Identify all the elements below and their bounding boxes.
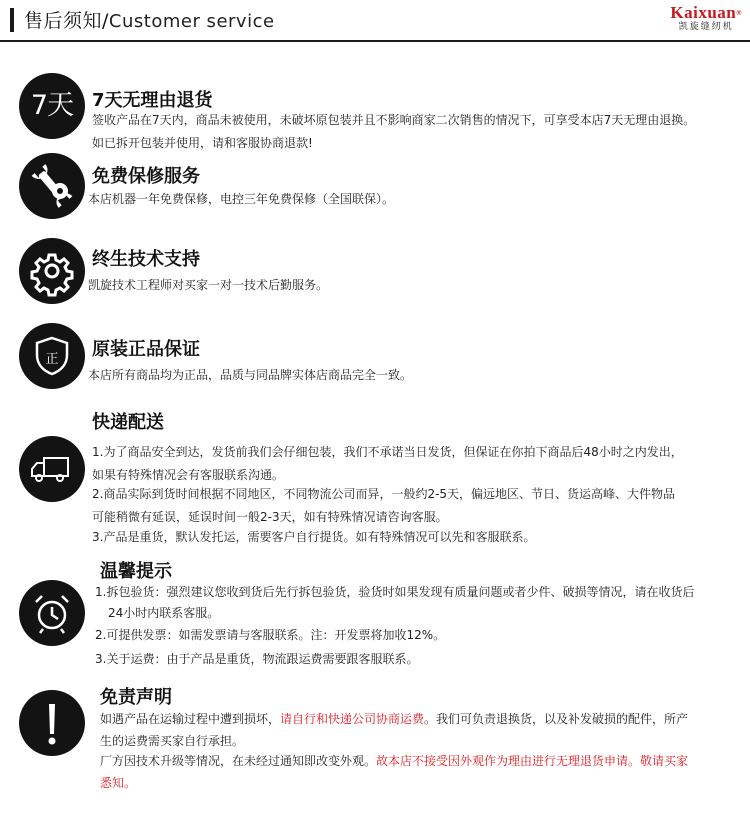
wrench-icon (19, 153, 85, 219)
return-line-1: 签收产品在7天内，商品未被使用，未破坏原包装并且不影响商家二次销售的情况下，可享受本店7天无理由退换。 (92, 113, 696, 127)
truck-icon (19, 436, 85, 502)
genuine-line-1: 本店所有商品均为正品，品质与同品牌实体店商品完全一致。 (88, 368, 413, 382)
alarm-clock-icon (19, 580, 85, 646)
title-english: Customer service (108, 11, 275, 32)
brand-name: Kaixuan (670, 3, 737, 22)
page-title (24, 6, 275, 33)
disclaimer-line-2: 生的运费需买家自行承担。 (100, 734, 245, 748)
brand-chinese-name: 凯旋缝纫机 (678, 22, 734, 32)
disclaimer-highlight-2: 故本店不接受因外观作为理由进行无理退货申请。敬请买家 (376, 754, 689, 768)
tips-line-1: 1.拆包验货：强烈建议您收到货后先行拆包验货，验货时如果发现有质量问题或者少件、破损等情况，请在收货后 (95, 585, 695, 599)
delivery-line-2: 如果有特殊情况会有客服联系沟通。 (92, 468, 285, 482)
section-title-delivery: 快递配送 (92, 412, 164, 433)
brand-logo (670, 4, 742, 33)
section-title-warranty: 免费保修服务 (92, 166, 200, 187)
delivery-line-1: 1.为了商品安全到达，发货前我们会仔细包装，我们不承诺当日发货，但保证在你拍下商品后48小时之内发出， (92, 445, 683, 459)
disclaimer-highlight-1: 请自行和快递公司协商运费 (280, 712, 425, 726)
section-title-return: 7天无理由退货 (92, 90, 213, 111)
exclamation-icon (19, 690, 85, 756)
tips-line-3: 2.可提供发票：如需发票请与客服联系。注：开发票将加收12%。 (95, 628, 446, 642)
gear-icon (19, 238, 85, 304)
delivery-line-4: 可能稍微有延误，延误时间一般2-3天，如有特殊情况请咨询客服。 (92, 510, 448, 524)
svg-text:正: 正 (45, 352, 59, 367)
delivery-line-5: 3.产品是重货，默认发托运，需要客户自行提货。如有特殊情况可以先和客服联系。 (92, 530, 536, 544)
support-line-1: 凯旋技术工程师对买家一对一技术后勤服务。 (88, 278, 329, 292)
title-chinese: 售后须知/ (24, 10, 109, 32)
tips-line-4: 3.关于运费：由于产品是重货，物流跟运费需要跟客服联系。 (95, 652, 419, 666)
section-title-disclaimer: 免责声明 (100, 687, 172, 708)
delivery-line-3: 2.商品实际到货时间根据不同地区，不同物流公司而异，一般约2-5天，偏远地区、节日、货运高峰、大件物品 (92, 487, 676, 501)
section-title-tips: 温馨提示 (100, 561, 172, 582)
section-title-genuine: 原装正品保证 (92, 339, 200, 360)
registered-mark: ® (736, 9, 742, 17)
tips-line-2: 24小时内联系客服。 (108, 606, 220, 620)
disclaimer-line-1: 如遇产品在运输过程中遭到损坏，请自行和快递公司协商运费。我们可负责退换货，以及补发破损的配件，所产 (100, 712, 689, 726)
return-line-2: 如已拆开包装并使用，请和客服协商退款! (92, 136, 313, 150)
disclaimer-line-3: 厂方因技术升级等情况，在未经过通知即改变外观。故本店不接受因外观作为理由进行无理退货申请。敬请买家 (100, 754, 689, 768)
header-accent-bar (10, 8, 14, 32)
page-header (0, 0, 750, 44)
warranty-line-1: 本店机器一年免费保修，电控三年免费保修（全国联保）。 (88, 192, 395, 206)
disclaimer-line-4: 悉知。 (100, 776, 137, 790)
shield-icon (19, 323, 85, 389)
header-divider (0, 40, 750, 42)
seven-day-icon: 7天 (19, 73, 85, 139)
section-title-support: 终生技术支持 (92, 249, 200, 270)
